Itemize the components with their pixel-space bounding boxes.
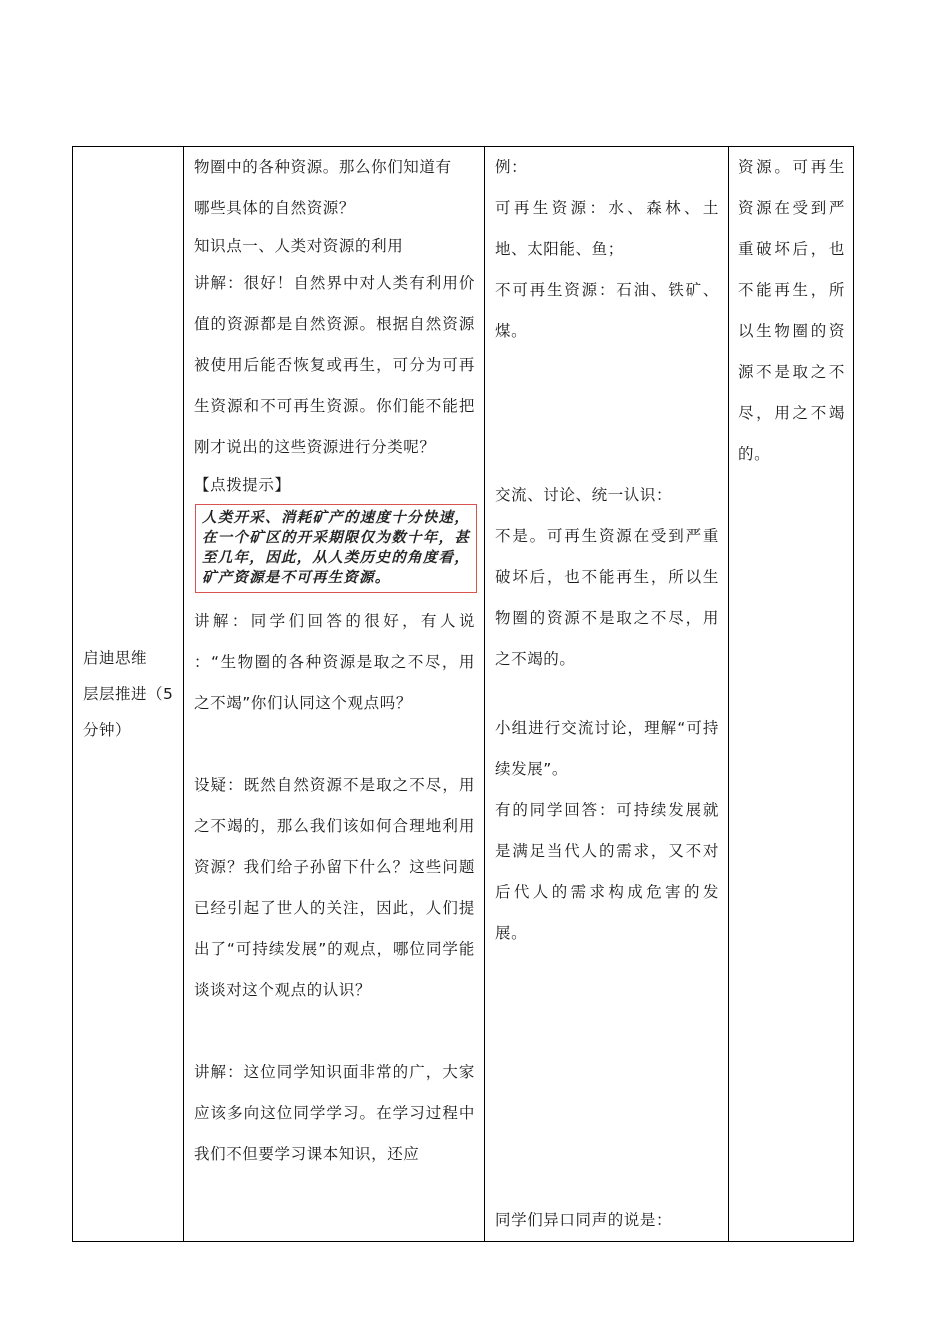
student-activity-cell (485, 147, 729, 1242)
design-intent-cell (729, 147, 854, 1242)
teacher-paragraph: 哪些具体的自然资源？ (194, 199, 356, 217)
teacher-paragraph: 讲解：这位同学知识面非常的广，大家应该多向这位同学学习。在学习过程中我们不但要学习课本知识，还应 (194, 1063, 475, 1163)
stage-line: 启迪思维 (83, 649, 148, 667)
stage-line: 层层推进（5 (83, 685, 174, 703)
teacher-activity (184, 147, 484, 1175)
student-paragraph: 有的同学回答：可持续发展就是满足当代人的需求，又不对后代人的需求构成危害的发展。 (495, 801, 719, 942)
teacher-activity-cell (184, 147, 485, 1242)
teacher-paragraph: 讲解：很好！自然界中对人类有利用价值的资源都是自然资源。根据自然资源被使用后能否恢复或再生，可分为可再生资源和不可再生资源。你们能不能把刚才说出的这些资源进行分类呢？ (194, 274, 475, 456)
design-intent: 资源。可再生资源在受到严重破坏后，也不能再生，所以生物圈的资源不是取之不尽，用之不竭的。 (738, 158, 845, 463)
hint-title: 【点拨提示】 (194, 476, 291, 494)
student-paragraph: 小组进行交流讨论，理解“可持续发展”。 (495, 719, 719, 778)
student-paragraph: 不可再生资源：石油、铁矿、煤。 (495, 281, 719, 340)
lesson-plan-table (72, 146, 854, 1242)
table-row (73, 147, 854, 1242)
student-activity (485, 147, 728, 1241)
stage-line: 分钟） (83, 721, 132, 739)
hint-box: 人类开采、消耗矿产的速度十分快速，在一个矿区的开采期限仅为数十年，甚至几年，因此，从人类历史的角度看，矿产资源是不可再生资源。 (195, 504, 477, 593)
student-paragraph: 不是。可再生资源在受到严重破坏后，也不能再生，所以生物圈的资源不是取之不尽，用之不竭的。 (495, 527, 719, 668)
student-paragraph: 例： (495, 158, 528, 176)
teacher-paragraph: 讲解：同学们回答的很好，有人说 ：“生物圈的各种资源是取之不尽，用之不竭”你们认同这个观点吗？ (194, 612, 475, 712)
knowledge-point-heading: 知识点一、人类对资源的利用 (194, 237, 404, 255)
stage-cell (73, 147, 184, 1242)
teacher-paragraph: 物圈中的各种资源。那么你们知道有 (194, 158, 452, 176)
stage-label (73, 640, 183, 748)
student-paragraph: 同学们异口同声的说是： (495, 1211, 673, 1229)
teacher-paragraph: 设疑：既然自然资源不是取之不尽，用之不竭的，那么我们该如何合理地利用资源？我们给子孙留下什么？这些问题已经引起了世人的关注，因此，人们提出了“可持续发展”的观点，哪位同学能谈谈对这个观点的认识？ (194, 776, 475, 999)
student-paragraph: 可再生资源：水、森林、土地、太阳能、鱼； (495, 199, 719, 258)
student-paragraph: 交流、讨论、统一认识： (495, 486, 673, 504)
